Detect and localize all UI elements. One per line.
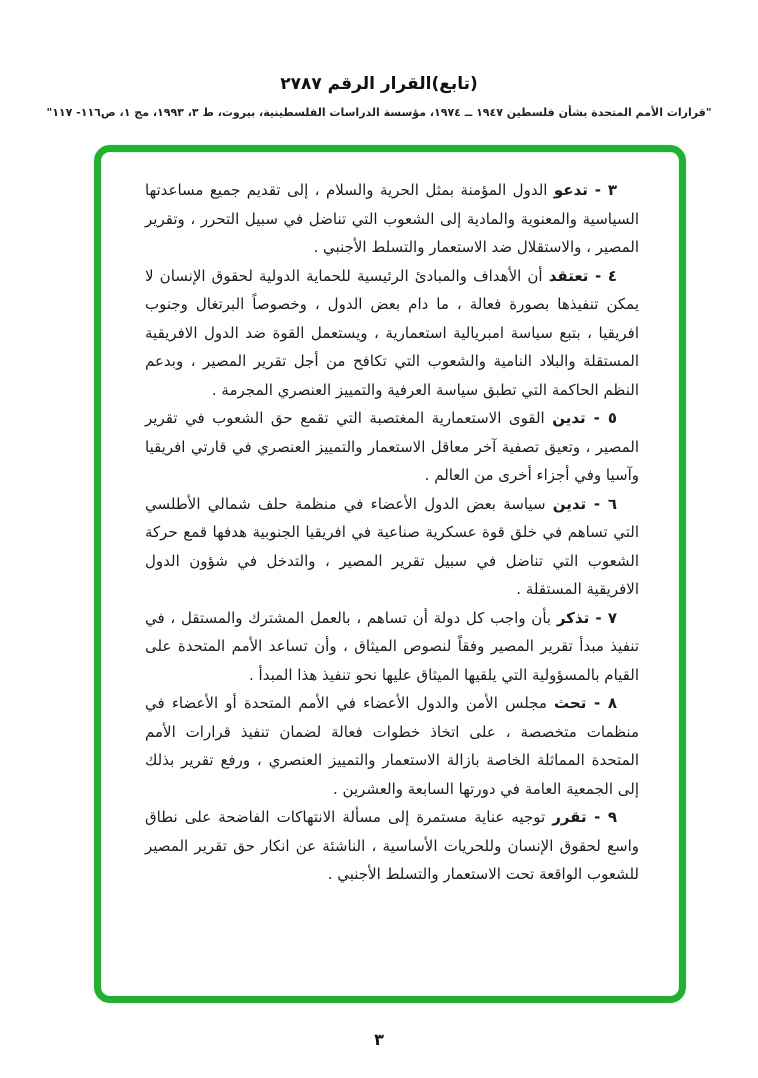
paragraph-number-keyword: ٥ - تدين bbox=[552, 409, 617, 427]
paragraph-text: مجلس الأمن والدول الأعضاء في الأمم المتحدة أو الأعضاء في منظمات متخصصة ، على اتخاذ خطوات فعالة لضمان تنفيذ قرارات الأمم المتحدة المماثلة الخاصة بازالة الاستعمار والتمييز العنصري ، ورفع تقرير بذلك إلى الجمعية العامة في دورتها السابعة والعشرين . bbox=[145, 694, 639, 798]
resolution-paragraph-8 bbox=[145, 689, 639, 803]
source-citation-line: "قرارات الأمم المتحدة بشأن فلسطين ١٩٤٧ ــ ١٩٧٤، مؤسسة الدراسات الفلسطينية، بيروت، ط ٣، ١٩٩٣، مج ١، ص١١٦- ١١٧" bbox=[46, 106, 712, 119]
page-number: ٣ bbox=[374, 1030, 384, 1049]
resolution-paragraph-5 bbox=[145, 404, 639, 490]
paragraph-number-keyword: ٨ - تحث bbox=[554, 694, 617, 712]
paragraph-text: توجيه عناية مستمرة إلى مسألة الانتهاكات الفاضحة على نطاق واسع لحقوق الإنسان وللحريات الأساسية ، الناشئة عن انكار حق تقرير المصير للشعوب الواقعة تحت الاستعمار والتسلط الأجنبي . bbox=[145, 808, 639, 883]
paragraph-number-keyword: ٦ - تدين bbox=[552, 494, 617, 513]
resolution-paragraph-3 bbox=[145, 176, 639, 262]
green-border-frame bbox=[94, 145, 686, 1003]
resolution-text-block bbox=[101, 152, 679, 996]
paragraph-number-keyword: ٤ - تعتقد bbox=[548, 266, 617, 285]
paragraph-number-keyword: ٧ - تذكر bbox=[556, 608, 617, 627]
resolution-paragraph-9 bbox=[145, 803, 639, 889]
paragraph-text: الدول المؤمنة بمثل الحرية والسلام ، إلى تقديم جميع مساعدتها السياسية والمعنوية والمادية إلى الشعوب التي تناضل في سبيل التحرر ، وتقرير المصير ، والاستقلال ضد الاستعمار والتسلط الأجنبي . bbox=[145, 181, 639, 256]
paragraph-text: بأن واجب كل دولة أن تساهم ، بالعمل المشترك والمستقل ، في تنفيذ مبدأ تقرير المصير وفقاً لنصوص الميثاق ، وأن تساعد الأمم المتحدة على القيام بالمسؤولية التي يلقيها الميثاق عليها نحو تنفيذ هذا المبدأ . bbox=[145, 608, 639, 684]
paragraph-number-keyword: ٣ - تدعو bbox=[553, 181, 617, 199]
resolution-paragraph-6 bbox=[145, 490, 639, 604]
resolution-paragraph-4 bbox=[145, 262, 639, 405]
paragraph-text: سياسة بعض الدول الأعضاء في منظمة حلف شمالي الأطلسي التي تساهم في خلق قوة عسكرية صناعية في افريقيا الجنوبية هدفها قمع حركة الشعوب التي تناضل في سبيل تقرير المصير ، والتدخل في شؤون الدول الافريقية المستقلة . bbox=[145, 494, 639, 598]
resolution-paragraph-7 bbox=[145, 604, 639, 690]
paragraph-number-keyword: ٩ - تقرر bbox=[552, 808, 617, 826]
paragraph-text: أن الأهداف والمبادئ الرئيسية للحماية الدولية لحقوق الإنسان لا يمكن تنفيذها بصورة فعالة ، ما دام بعض الدول ، وخصوصاً البرتغال وجنوب افريقيا ، بتبع سياسة امبريالية استعمارية ، ويستعمل القوة ضد الدول الافريقية المستقلة والبلاد النامية والشعوب التي تكافح من أجل تقرير المصير ، وبدعم النظم الحاكمة التي تطبق سياسة العرفية والتمييز العنصري المجرمة . bbox=[145, 266, 639, 399]
paragraph-text: القوى الاستعمارية المغتصبة التي تقمع حق الشعوب في تقرير المصير ، وتعيق تصفية آخر معاقل الاستعمار والتمييز العنصري في قارتي افريقيا وآسيا وفي أجزاء أخرى من العالم . bbox=[145, 409, 639, 484]
page-title: (تابع)القرار الرقم ٢٧٨٧ bbox=[280, 74, 478, 94]
